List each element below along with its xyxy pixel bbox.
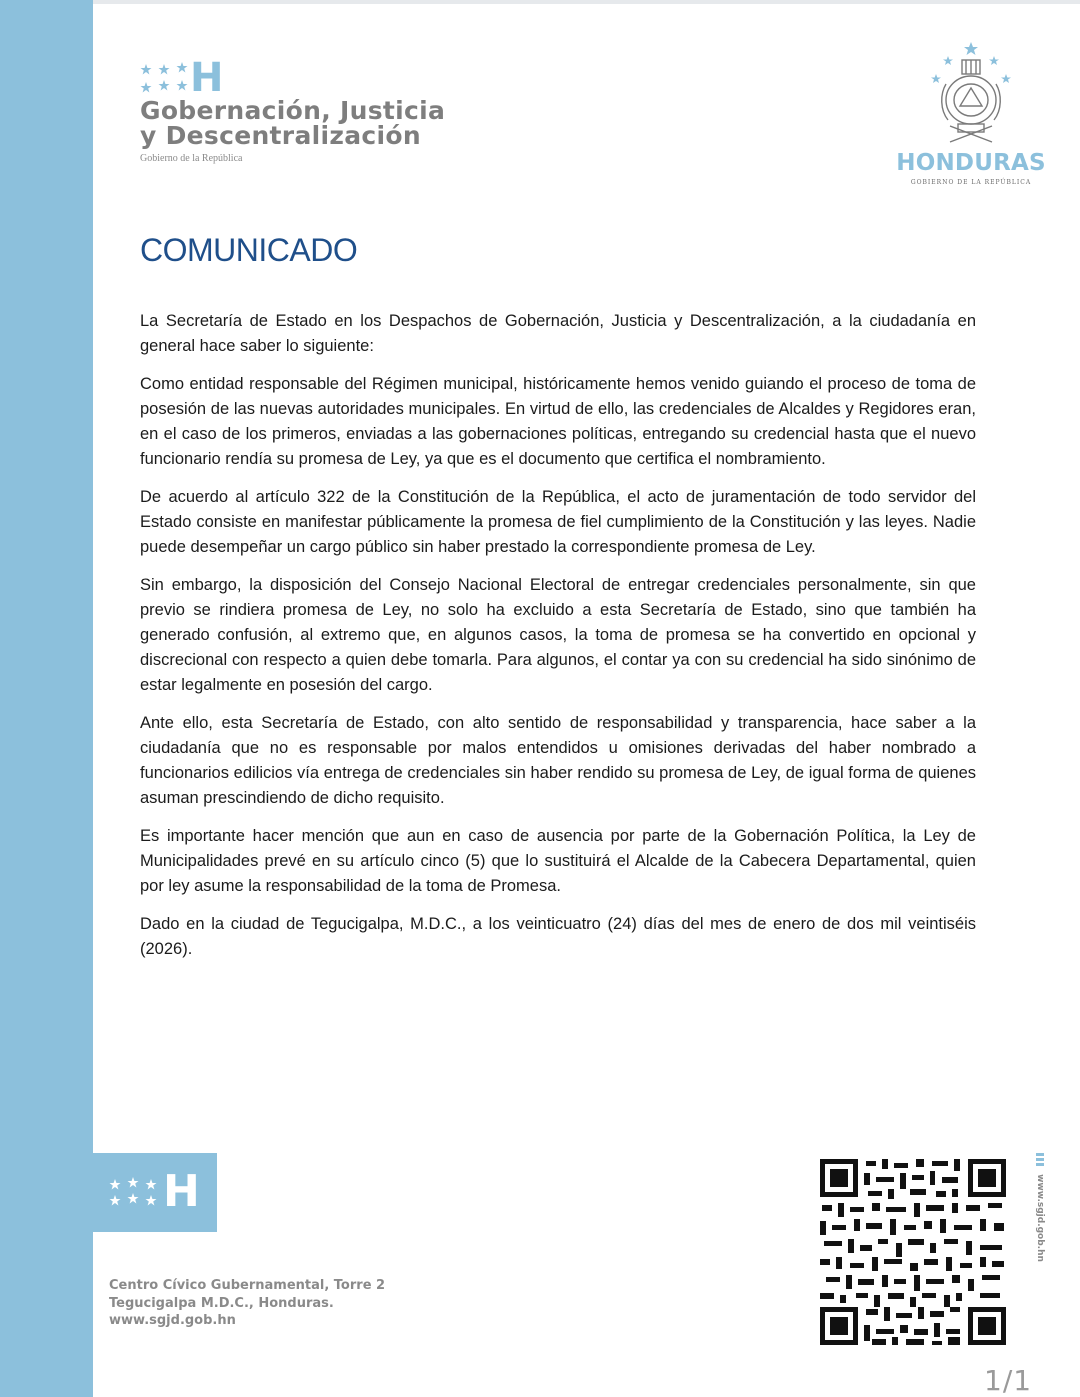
logo-name-line1: Gobernación, Justicia: [140, 96, 446, 125]
paragraph-7: Dado en la ciudad de Tegucigalpa, M.D.C., a los veinticuatro (24) días del mes de enero de dos mil veintiséis (2026).: [140, 915, 976, 958]
stars-icon: [107, 1175, 159, 1211]
document-title: COMUNICADO: [140, 232, 358, 268]
footer-logo: [93, 1153, 217, 1232]
address-line-2: Tegucigalpa M.D.C., Honduras.: [109, 1295, 334, 1311]
bars-icon: [1036, 1153, 1044, 1167]
paragraph-5: Ante ello, esta Secretaría de Estado, con alto sentido de responsabilidad y transparencia, hace saber a la ciudadanía que no es responsable por malos entendidos u omisiones derivadas del haber nombrado a funcionarios edilicios vía entrega de credenciales sin haber rendido su promesa de Ley, de igual forma de quienes asuman prescindiendo de dicho requisito.: [140, 714, 976, 807]
paragraph-3: De acuerdo al artículo 322 de la Constitución de la República, el acto de juramentación de todo servidor del Estado consiste en manifestar públicamente la promesa de fiel cumplimiento de la Constitución y las leyes. Nadie puede desempeñar un cargo público sin haber prestado la correspondiente promesa de Ley.: [140, 488, 976, 556]
logo-subtitle: Gobierno de la República: [140, 153, 243, 164]
top-divider: [93, 0, 1080, 4]
address-line-1: Centro Cívico Gubernamental, Torre 2: [109, 1278, 386, 1293]
honduras-emblem: [896, 40, 1046, 190]
country-name: HONDURAS: [896, 150, 1046, 176]
ministry-logo: [140, 55, 470, 172]
document-body: [140, 309, 976, 975]
side-website: [1033, 1153, 1047, 1263]
side-website-text: www.sgjd.gob.hn: [1035, 1174, 1045, 1262]
footer-address: [109, 1277, 385, 1330]
left-color-band: [0, 0, 93, 1397]
website-link[interactable]: www.sgjd.gob.hn: [109, 1313, 236, 1328]
page-number: 1/1: [984, 1364, 1033, 1397]
logo-name-line2: y Descentralización: [140, 121, 421, 150]
paragraph-2: Como entidad responsable del Régimen municipal, históricamente hemos venido guiando el proceso de toma de posesión de las nuevas autoridades municipales. En virtud de ello, las credenciales de Alcaldes y Regidores eran, en el caso de los primeros, enviadas a las gobernaciones políticas, entregando su credencial hasta que el nuevo funcionario rendía su promesa de Ley, ya que es el documento que certifica el nombramiento.: [140, 375, 976, 468]
logo-h-letter: H: [190, 55, 224, 101]
coat-of-arms-icon: [926, 40, 1016, 148]
footer-h-letter: H: [163, 1166, 200, 1217]
qr-code-icon: [820, 1159, 1006, 1345]
country-subtitle: GOBIERNO DE LA REPÚBLICA: [910, 179, 1032, 186]
paragraph-6: Es importante hacer mención que aun en caso de ausencia por parte de la Gobernación Política, la Ley de Municipalidades prevé en su artículo cinco (5) que lo sustituirá el Alcalde de la Cabecera Departamental, quien por ley asume la responsabilidad de la toma de Promesa.: [140, 827, 976, 895]
paragraph-1: La Secretaría de Estado en los Despachos de Gobernación, Justicia y Descentralización, a la ciudadanía en general hace saber lo siguiente:: [140, 312, 976, 355]
paragraph-4: Sin embargo, la disposición del Consejo Nacional Electoral de entregar credenciales personalmente, sin que previo se rindiera promesa de Ley, no solo ha excluido a esta Secretaría de Estado, sino que también ha generado confusión, al extremo que, en algunos casos, la toma de promesa se ha convertido en opcional y discrecional con respecto a quien debe tomarla. Para algunos, el contar ya con su credencial ha sido sinónimo de estar legalmente en posesión del cargo.: [140, 576, 976, 694]
stars-icon: [140, 62, 190, 98]
